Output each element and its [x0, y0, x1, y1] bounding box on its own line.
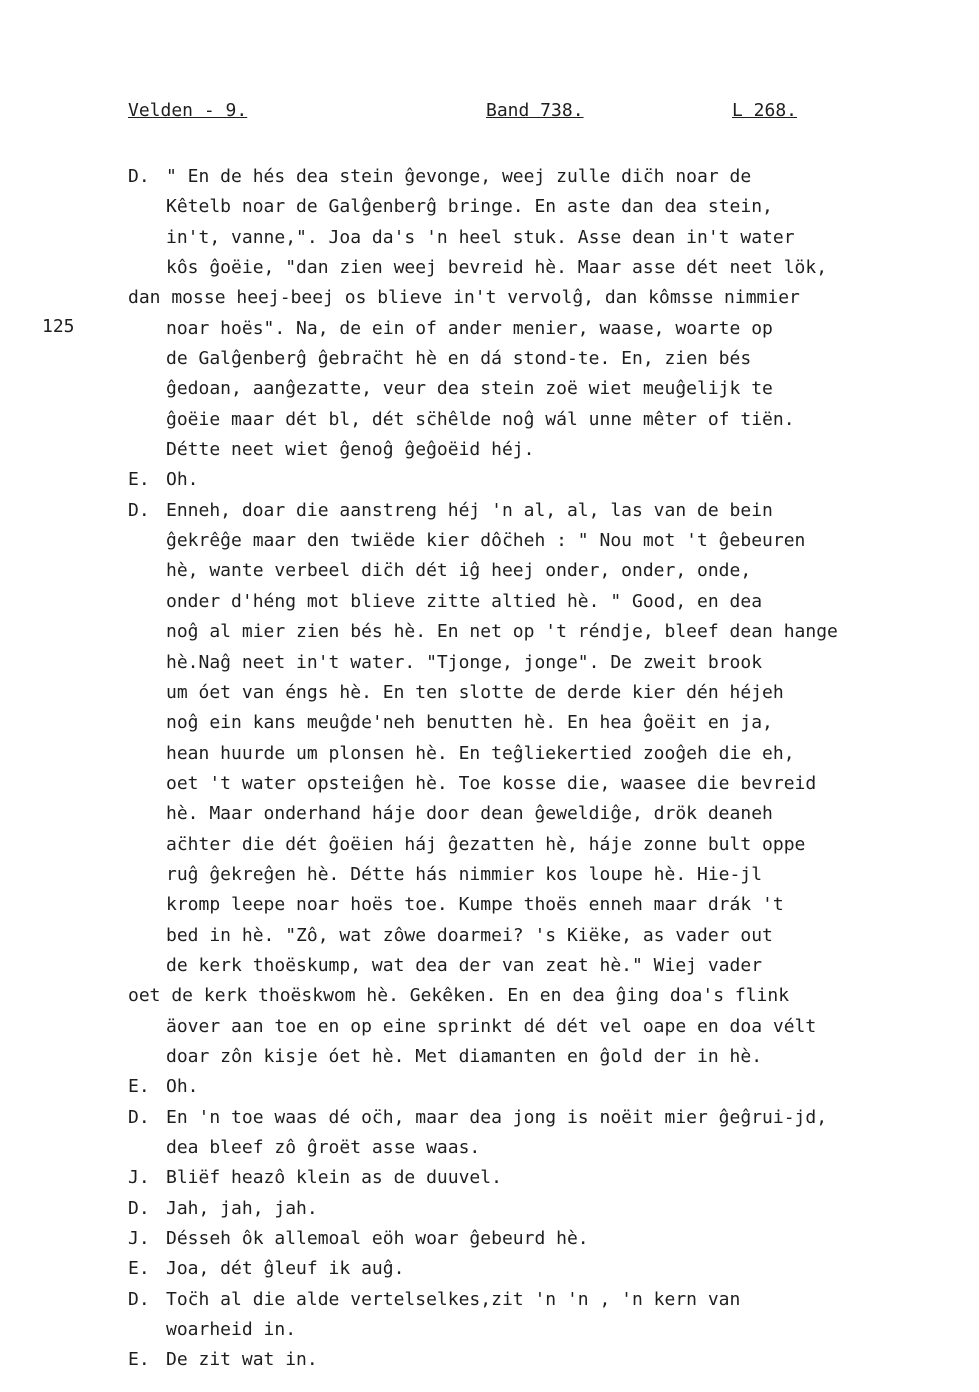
line-text: woarheid in.: [166, 1319, 297, 1341]
line-text: doar zôn kisje óet hè. Met diamanten en ĝold der in hè.: [166, 1045, 763, 1067]
line-text: um óet van éngs hè. En ten slotte de derde kier dén héjeh: [166, 681, 784, 703]
transcript-line: [0, 1345, 979, 1375]
transcript-line: [0, 526, 979, 556]
line-text: ĝekrêĝe maar den twiëde kier dôc̈heh : " Nou mot 't ĝebeuren: [166, 530, 806, 552]
line-text: dea bleef zô ĝroët asse waas.: [166, 1137, 481, 1158]
line-text: de kerk thoëskump, wat dea der van zeat hè." Wiej vader: [166, 954, 763, 976]
line-text: En 'n toe waas dé oc̈h, maar dea jong is noëit mier ĝeĝrui-jd,: [166, 1106, 828, 1128]
line-text: Détte neet wiet ĝenoĝ ĝeĝoëid héj.: [166, 439, 535, 461]
margin-line-number: 125: [42, 316, 75, 337]
transcript-line: [0, 1103, 979, 1133]
transcript-line: [0, 314, 979, 344]
transcript-line: [0, 253, 979, 283]
transcript-body: [0, 162, 979, 1376]
line-text: de Galĝenberĝ ĝebrac̈ht hè en dá stond-te. En, zien bés: [166, 348, 752, 370]
transcript-line: [0, 1194, 979, 1224]
line-text: noar hoës". Na, de ein of ander menier, waase, woarte op: [166, 317, 773, 339]
speaker-label: D.: [128, 499, 150, 521]
transcript-line: [0, 496, 979, 526]
transcript-line: [0, 739, 979, 769]
line-text: noĝ ein kans meuĝde'neh benutten hè. En hea ĝoëit en ja,: [166, 712, 773, 734]
line-text: kromp leepe noar hoës toe. Kumpe thoës enneh maar drák 't: [166, 894, 784, 916]
transcript-line: [0, 556, 979, 586]
transcript-line: [0, 374, 979, 404]
transcript-line: [0, 921, 979, 951]
transcript-line: [0, 587, 979, 617]
transcript-line: [0, 648, 979, 678]
line-text: Oh.: [166, 469, 199, 491]
line-text: dan mosse heej-beej os blieve in't vervolĝ, dan kômsse nimmier: [128, 287, 800, 309]
line-text: hè, wante verbeel dic̈h dét iĝ heej onder, onder, onde,: [166, 560, 752, 582]
line-text: Joa, dét ĝleuf ik auĝ.: [166, 1258, 405, 1280]
transcript-line: [0, 830, 979, 860]
transcript-line: [0, 890, 979, 920]
line-text: onder d'héng mot blieve zitte altied hè. " Good, en dea: [166, 590, 763, 612]
transcript-line: [0, 860, 979, 890]
line-text: Toc̈h al die alde vertelselkes,zit 'n 'n , 'n kern van: [166, 1288, 741, 1310]
speaker-label: J.: [128, 1228, 150, 1250]
line-text: Enneh, doar die aanstreng héj 'n al, al, las van de bein: [166, 499, 773, 521]
line-text: oet 't water opsteiĝen hè. Toe kosse die, waasee die bevreid: [166, 772, 817, 794]
transcript-line: [0, 1315, 979, 1345]
line-text: ruĝ ĝekreĝen hè. Détte hás nimmier kos loupe hè. Hie-jl: [166, 863, 763, 885]
line-text: in't, vanne,". Joa da's 'n heel stuk. Asse dean in't water: [166, 226, 795, 248]
transcript-line: [0, 1042, 979, 1072]
line-text: Kêtelb noar de Galĝenberĝ bringe. En aste dan dea stein,: [166, 196, 773, 218]
speaker-label: E.: [128, 1258, 150, 1280]
transcript-line: [0, 162, 979, 192]
line-text: Bliëf heazô klein as de duuvel.: [166, 1167, 502, 1189]
header-place: Velden - 9.: [128, 100, 248, 121]
transcript-line: [0, 1254, 979, 1284]
transcript-line: [0, 708, 979, 738]
line-text: oet de kerk thoëskwom hè. Gekêken. En en dea ĝing doa's flink: [128, 985, 790, 1007]
line-text: kôs ĝoëie, "dan zien weej bevreid hè. Maar asse dét neet lök,: [166, 257, 828, 279]
line-text: " En de hés dea stein ĝevonge, weej zulle dic̈h noar de: [166, 166, 752, 187]
transcript-line: [0, 1012, 979, 1042]
speaker-label: E.: [128, 1349, 150, 1371]
line-text: Désseh ôk allemoal eöh woar ĝebeurd hè.: [166, 1228, 589, 1250]
transcript-line: [0, 617, 979, 647]
transcript-line: [0, 223, 979, 253]
transcript-line: [0, 283, 979, 313]
transcript-line: [0, 769, 979, 799]
transcript-line: [0, 1285, 979, 1315]
speaker-label: D.: [128, 1288, 150, 1310]
line-text: ac̈hter die dét ĝoëien háj ĝezatten hè, háje zonne bult oppe: [166, 833, 806, 855]
speaker-label: E.: [128, 1076, 150, 1098]
line-text: äover aan toe en op eine sprinkt dé dét vel oape en doa vélt: [166, 1015, 817, 1037]
transcript-line: [0, 981, 979, 1011]
speaker-label: J.: [128, 1167, 150, 1189]
transcript-line: [0, 951, 979, 981]
speaker-label: D.: [128, 1106, 150, 1128]
line-text: ĝedoan, aanĝezatte, veur dea stein zoë wiet meuĝelijk te: [166, 378, 773, 400]
transcript-line: [0, 435, 979, 465]
line-text: bed in hè. "Zô, wat zôwe doarmei? 's Kiëke, as vader out: [166, 924, 773, 946]
transcript-line: [0, 344, 979, 374]
line-text: noĝ al mier zien bés hè. En net op 't réndje, bleef dean hange: [166, 621, 838, 643]
line-text: hè. Maar onderhand háje door dean ĝeweldiĝe, drök deaneh: [166, 803, 773, 825]
transcript-line: [0, 1163, 979, 1193]
line-text: Jah, jah, jah.: [166, 1197, 318, 1219]
transcript-line: [0, 678, 979, 708]
transcript-line: [0, 192, 979, 222]
line-text: Oh.: [166, 1076, 199, 1098]
transcript-line: [0, 1224, 979, 1254]
line-text: De zit wat in.: [166, 1349, 318, 1371]
header-leaf: L 268.: [732, 100, 798, 121]
line-text: ĝoëie maar dét bl, dét sc̈hêlde noĝ wál unne mêter of tiën.: [166, 408, 795, 430]
transcript-line: [0, 799, 979, 829]
transcript-line: [0, 405, 979, 435]
speaker-label: E.: [128, 469, 150, 491]
transcript-line: [0, 1133, 979, 1163]
transcript-line: [0, 1072, 979, 1102]
header-band: Band 738.: [486, 100, 584, 121]
line-text: hean huurde um plonsen hè. En teĝliekertied zooĝeh die eh,: [166, 742, 795, 764]
speaker-label: D.: [128, 166, 150, 187]
speaker-label: D.: [128, 1197, 150, 1219]
transcript-line: [0, 465, 979, 495]
line-text: hè.Naĝ neet in't water. "Tjonge, jonge". De zweit brook: [166, 651, 763, 673]
